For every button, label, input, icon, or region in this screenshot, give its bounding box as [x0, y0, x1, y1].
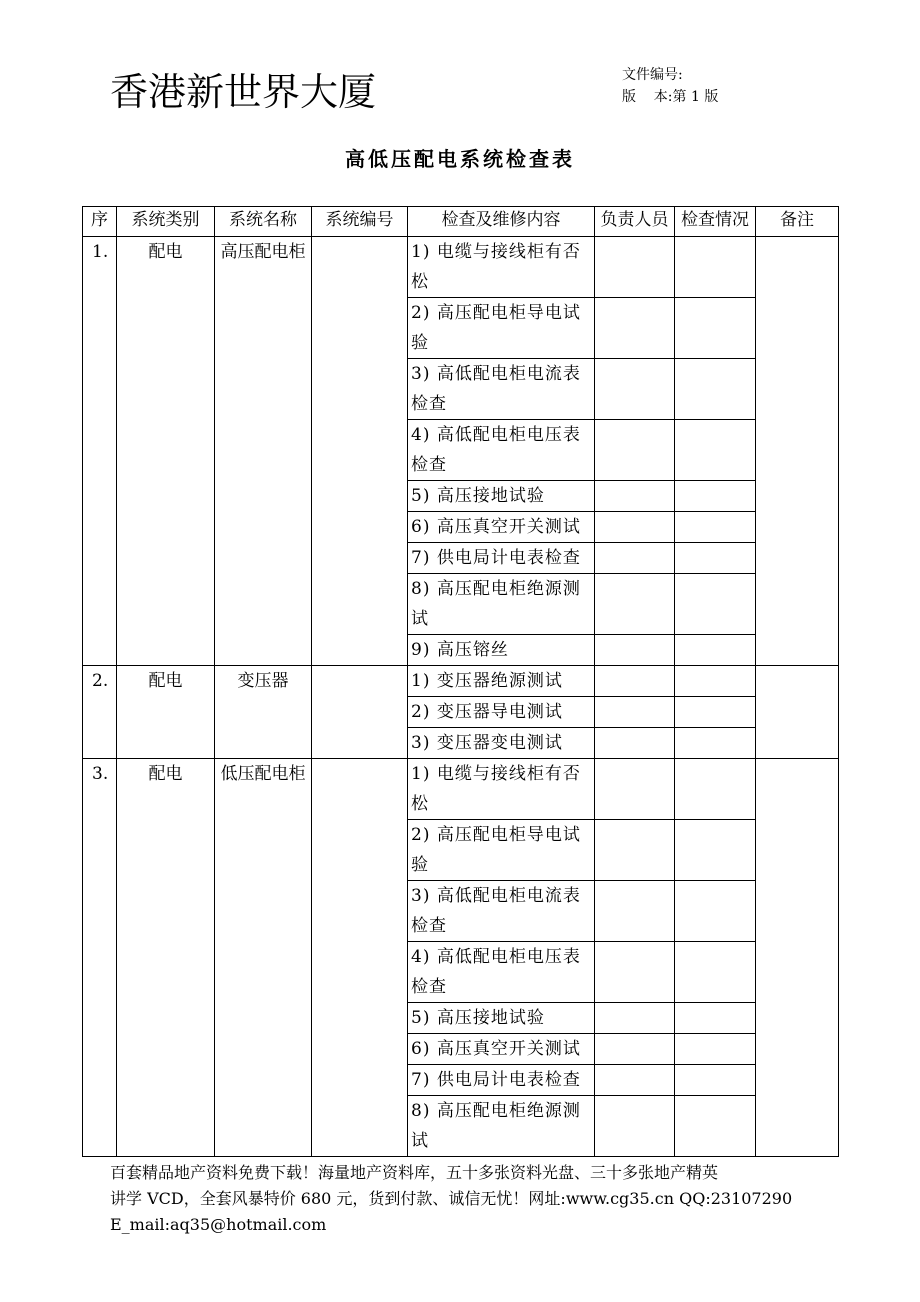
footer-line-3: E_mail:aq35@hotmail.com [110, 1215, 327, 1234]
col-header-seq: 序 [83, 207, 117, 237]
cell-status[interactable] [675, 942, 756, 1003]
cell-responsible[interactable] [595, 512, 675, 543]
cell-responsible[interactable] [595, 881, 675, 942]
version-value: 第 1 版 [672, 89, 719, 105]
cell-responsible[interactable] [595, 635, 675, 666]
footer-line-2: 讲学 VCD，全套风暴特价 680 元，货到付款、诚信无忧！网址:www.cg35.cn QQ:23107290 [110, 1189, 793, 1208]
cell-responsible[interactable] [595, 543, 675, 574]
document-title: 高低压配电系统检查表 [345, 147, 575, 171]
row-seq: 2. [83, 666, 117, 759]
cell-responsible[interactable] [595, 237, 675, 298]
check-item: 2) 变压器导电测试 [408, 697, 595, 728]
check-item: 7) 供电局计电表检查 [408, 1065, 595, 1096]
check-item: 8) 高压配电柜绝源测试 [408, 1096, 595, 1157]
cell-status[interactable] [675, 1003, 756, 1034]
building-title: 香港新世界大厦 [110, 70, 377, 114]
cell-remarks[interactable] [756, 237, 839, 666]
check-item: 3) 高低配电柜电流表检查 [408, 881, 595, 942]
version-line [622, 88, 718, 106]
cell-responsible[interactable] [595, 420, 675, 481]
check-item: 1) 变压器绝源测试 [408, 666, 595, 697]
inspection-table [82, 206, 839, 1157]
table-header-row [83, 207, 839, 237]
cell-status[interactable] [675, 481, 756, 512]
version-label: 版 本: [622, 89, 673, 105]
cell-responsible[interactable] [595, 666, 675, 697]
cell-status[interactable] [675, 759, 756, 820]
check-item: 3) 高低配电柜电流表检查 [408, 359, 595, 420]
cell-status[interactable] [675, 1065, 756, 1096]
cell-responsible[interactable] [595, 298, 675, 359]
check-item: 6) 高压真空开关测试 [408, 1034, 595, 1065]
table-row [83, 237, 839, 298]
cell-responsible[interactable] [595, 1003, 675, 1034]
check-item: 3) 变压器变电测试 [408, 728, 595, 759]
check-item: 4) 高低配电柜电压表检查 [408, 942, 595, 1003]
cell-responsible[interactable] [595, 759, 675, 820]
cell-responsible[interactable] [595, 574, 675, 635]
cell-remarks[interactable] [756, 666, 839, 759]
cell-status[interactable] [675, 420, 756, 481]
cell-responsible[interactable] [595, 1065, 675, 1096]
cell-status[interactable] [675, 697, 756, 728]
cell-status[interactable] [675, 359, 756, 420]
row-system-code [312, 237, 408, 666]
row-system-code [312, 759, 408, 1157]
cell-responsible[interactable] [595, 942, 675, 1003]
footer-ad [110, 1160, 792, 1238]
row-category: 配电 [117, 666, 215, 759]
cell-responsible[interactable] [595, 697, 675, 728]
cell-remarks[interactable] [756, 759, 839, 1157]
table-body [83, 237, 839, 1157]
row-system-name: 高压配电柜 [215, 237, 312, 666]
footer-line-1: 百套精品地产资料免费下载！海量地产资料库，五十多张资料光盘、三十多张地产精英 [110, 1163, 719, 1182]
check-item: 2) 高压配电柜导电试验 [408, 820, 595, 881]
row-system-name: 变压器 [215, 666, 312, 759]
check-item: 7) 供电局计电表检查 [408, 543, 595, 574]
check-item: 5) 高压接地试验 [408, 1003, 595, 1034]
col-header-category: 系统类别 [117, 207, 215, 237]
cell-responsible[interactable] [595, 481, 675, 512]
cell-status[interactable] [675, 1096, 756, 1157]
cell-responsible[interactable] [595, 728, 675, 759]
check-item: 5) 高压接地试验 [408, 481, 595, 512]
check-item: 2) 高压配电柜导电试验 [408, 298, 595, 359]
cell-status[interactable] [675, 298, 756, 359]
col-header-responsible: 负责人员 [595, 207, 675, 237]
col-header-content: 检查及维修内容 [408, 207, 595, 237]
cell-status[interactable] [675, 1034, 756, 1065]
col-header-code: 系统编号 [312, 207, 408, 237]
row-category: 配电 [117, 759, 215, 1157]
file-number-label: 文件编号: [622, 67, 683, 83]
col-header-remarks: 备注 [756, 207, 839, 237]
col-header-name: 系统名称 [215, 207, 312, 237]
cell-responsible[interactable] [595, 820, 675, 881]
row-category: 配电 [117, 237, 215, 666]
cell-status[interactable] [675, 543, 756, 574]
check-item: 1) 电缆与接线柜有否松 [408, 237, 595, 298]
cell-responsible[interactable] [595, 359, 675, 420]
cell-status[interactable] [675, 237, 756, 298]
check-item: 6) 高压真空开关测试 [408, 512, 595, 543]
col-header-status: 检查情况 [675, 207, 756, 237]
cell-status[interactable] [675, 512, 756, 543]
check-item: 1) 电缆与接线柜有否松 [408, 759, 595, 820]
row-seq: 1. [83, 237, 117, 666]
row-system-code [312, 666, 408, 759]
cell-responsible[interactable] [595, 1096, 675, 1157]
table-row [83, 759, 839, 820]
cell-status[interactable] [675, 574, 756, 635]
check-item: 9) 高压镕丝 [408, 635, 595, 666]
cell-status[interactable] [675, 728, 756, 759]
table-row [83, 666, 839, 697]
row-seq: 3. [83, 759, 117, 1157]
cell-responsible[interactable] [595, 1034, 675, 1065]
cell-status[interactable] [675, 635, 756, 666]
cell-status[interactable] [675, 666, 756, 697]
inspection-table-wrapper [82, 206, 838, 1154]
cell-status[interactable] [675, 881, 756, 942]
check-item: 4) 高低配电柜电压表检查 [408, 420, 595, 481]
check-item: 8) 高压配电柜绝源测试 [408, 574, 595, 635]
cell-status[interactable] [675, 820, 756, 881]
row-system-name: 低压配电柜 [215, 759, 312, 1157]
